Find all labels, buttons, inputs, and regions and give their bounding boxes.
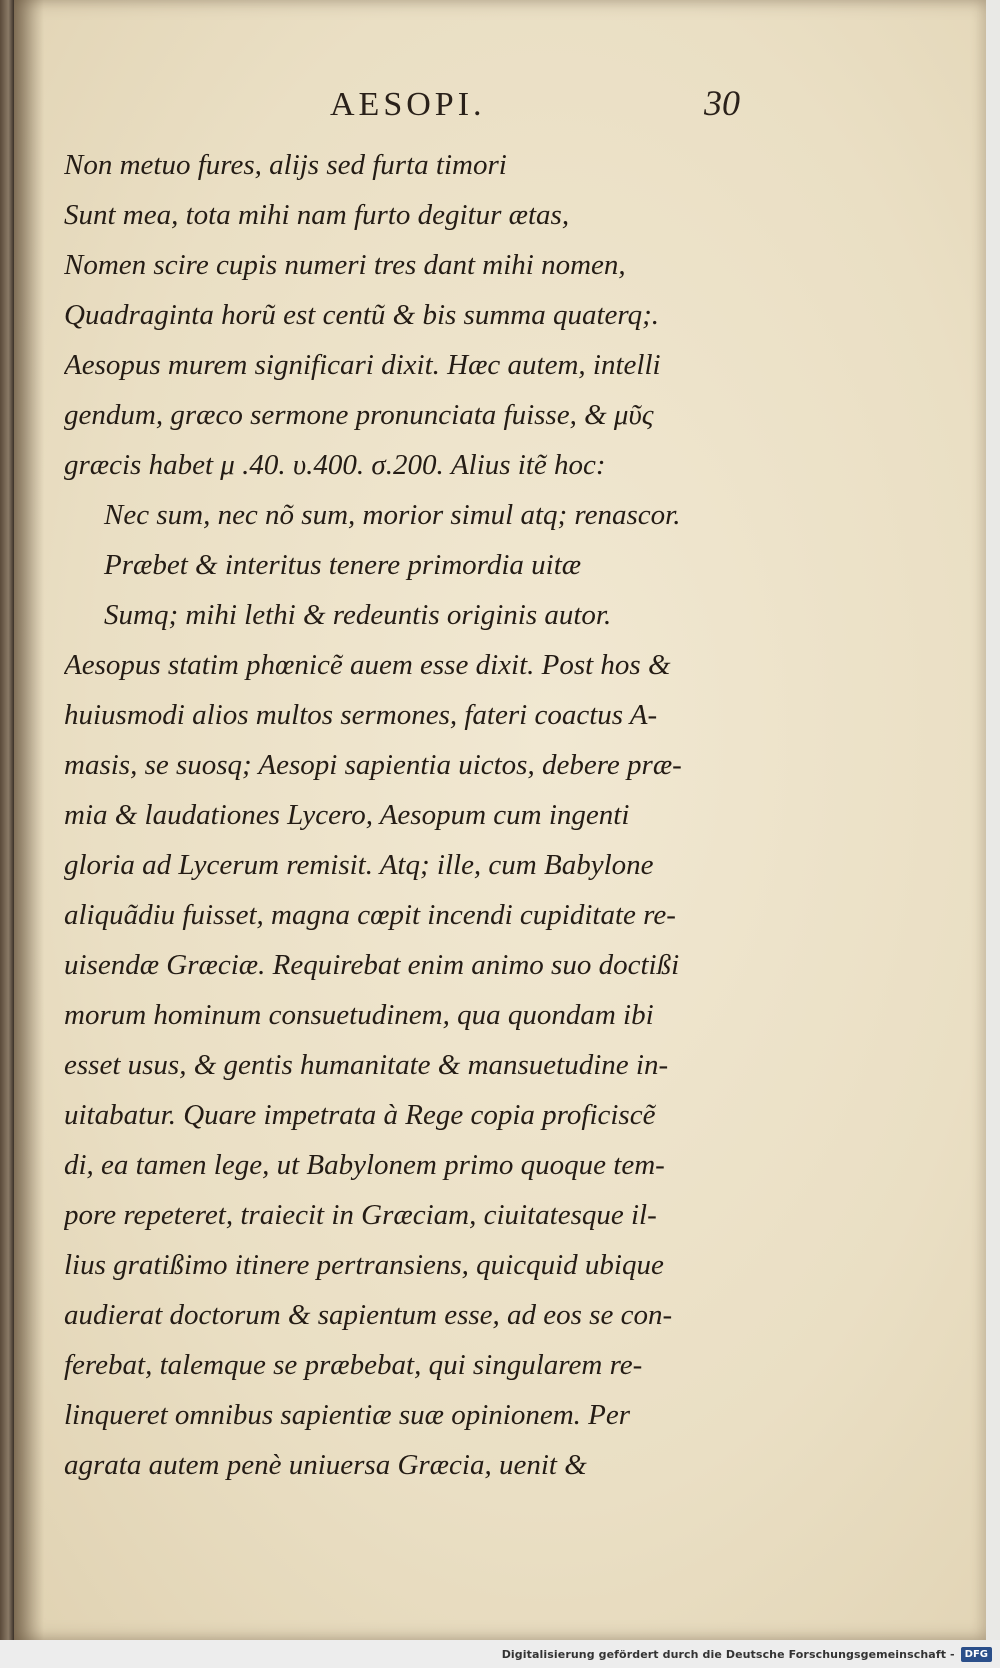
text-line: morum hominum consuetudinem, qua quondam ibi — [64, 999, 654, 1031]
text-line: audierat doctorum & sapientum esse, ad eos se con- — [64, 1299, 673, 1331]
facing-page-edge — [0, 0, 14, 1640]
text-line: Aesopus statim phœnicẽ auem esse dixit. Post hos & — [64, 649, 671, 681]
text-line: di, ea tamen lege, ut Babylonem primo quoque tem- — [64, 1149, 665, 1181]
text-line: Præbet & interitus tenere primordia uitæ — [104, 549, 582, 581]
text-line: Sumq; mihi lethi & redeuntis originis autor. — [104, 599, 612, 631]
footer-bar — [0, 1640, 1000, 1668]
text-line: pore repeteret, traiecit in Græciam, ciuitatesque il- — [64, 1199, 657, 1231]
running-head — [330, 82, 740, 124]
text-line: ferebat, talemque se præbebat, qui singularem re- — [64, 1349, 643, 1381]
text-line: græcis habet μ .40. υ.400. σ.200. Alius itẽ hoc: — [64, 449, 606, 481]
running-title: AESOPI. — [330, 86, 486, 123]
text-line: lius gratißimo itinere pertransiens, quicquid ubique — [64, 1249, 664, 1281]
text-line: Quadraginta horũ est centũ & bis summa quaterq;. — [64, 299, 660, 331]
text-line: Aesopus murem significari dixit. Hæc autem, intelli — [64, 349, 661, 381]
spine-shadow — [14, 0, 44, 1640]
text-line: huiusmodi alios multos sermones, fateri coactus A- — [64, 699, 658, 731]
text-line: uisendæ Græciæ. Requirebat enim animo suo doctißi — [64, 949, 680, 981]
text-line: Non metuo fures, alijs sed furta timori — [64, 149, 507, 181]
text-line: linqueret omnibus sapientiæ suæ opinionem. Per — [64, 1399, 631, 1431]
text-line: aliquãdiu fuisset, magna cœpit incendi cupiditate re- — [64, 899, 676, 931]
text-line: mia & laudationes Lycero, Aesopum cum ingenti — [64, 799, 630, 831]
text-line: esset usus, & gentis humanitate & mansuetudine in- — [64, 1049, 669, 1081]
text-line: Nec sum, nec nõ sum, morior simul atq; renascor. — [104, 499, 681, 531]
text-line: uitabatur. Quare impetrata à Rege copia proficiscẽ — [64, 1099, 656, 1131]
text-line: masis, se suosq; Aesopi sapientia uictos, debere præ- — [64, 749, 682, 781]
body-text — [64, 140, 784, 1490]
footer-credit: Digitalisierung gefördert durch die Deutsche Forschungsgemeinschaft - — [501, 1647, 955, 1661]
text-line: Nomen scire cupis numeri tres dant mihi nomen, — [64, 249, 626, 281]
text-line: gloria ad Lycerum remisit. Atq; ille, cum Babylone — [64, 849, 654, 881]
text-line: agrata autem penè uniuersa Græcia, uenit & — [64, 1449, 587, 1481]
page-number: 30 — [704, 83, 740, 123]
text-line: Sunt mea, tota mihi nam furto degitur ætas, — [64, 199, 570, 231]
dfg-logo: DFG — [961, 1647, 992, 1662]
text-line: gendum, græco sermone pronunciata fuisse, & μῦς — [64, 399, 654, 431]
